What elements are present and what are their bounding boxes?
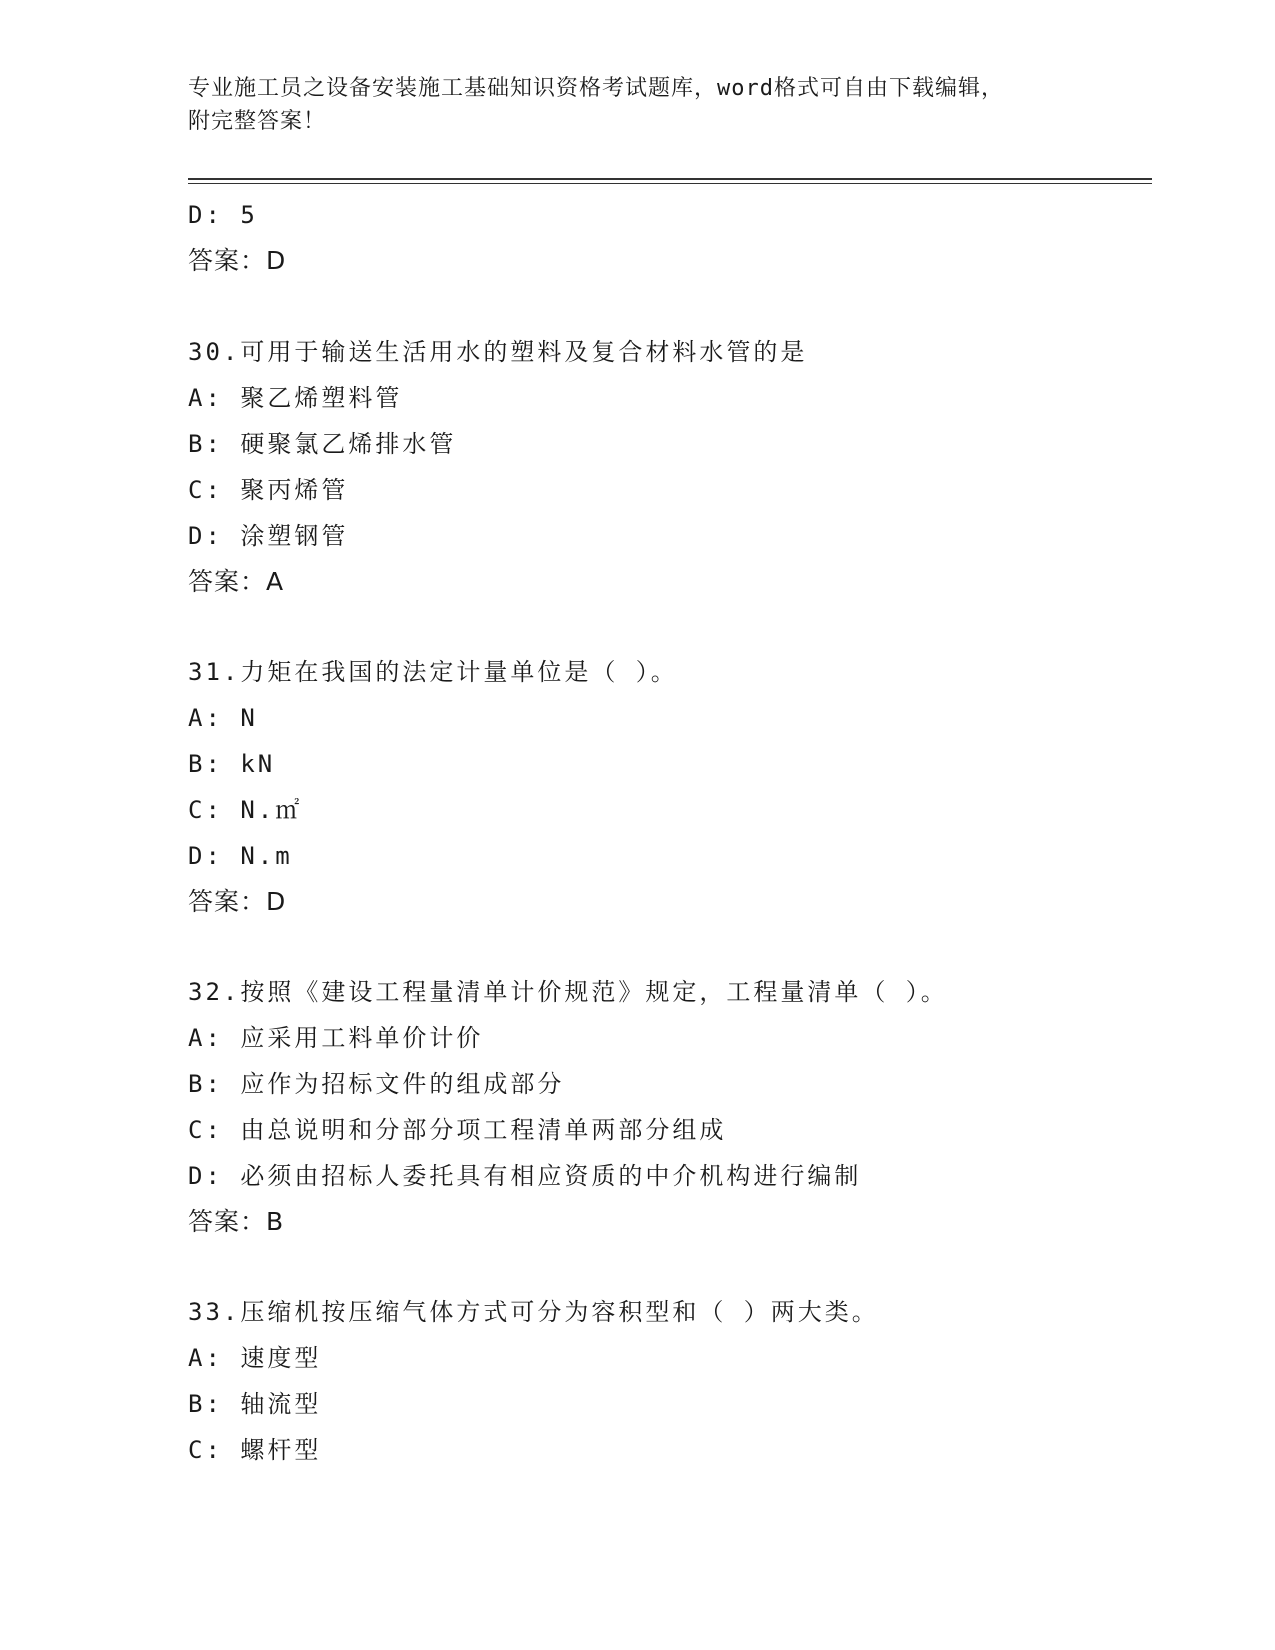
option-c: C: 由总说明和分部分项工程清单两部分组成: [188, 1116, 727, 1144]
header-divider-thin: [188, 183, 1152, 184]
question-answer: 答案：A: [188, 567, 285, 596]
prev-question-answer: 答案：D: [188, 246, 287, 275]
spacer: [188, 284, 1152, 329]
document-header: [188, 72, 1088, 138]
question-list: [188, 192, 1152, 1473]
option-d: D: 必须由招标人委托具有相应资质的中介机构进行编制: [188, 1162, 862, 1190]
prev-question-option-d: D: 5: [188, 201, 258, 229]
option-b: B: 轴流型: [188, 1390, 322, 1418]
option-a: A: N: [188, 704, 258, 732]
question-stem: 32.按照《建设工程量清单计价规范》规定，工程量清单（ ）。: [188, 978, 948, 1006]
option-a: A: 聚乙烯塑料管: [188, 384, 403, 412]
option-c: C: 螺杆型: [188, 1436, 322, 1464]
question-30: [188, 329, 1152, 605]
question-33: [188, 1289, 1152, 1473]
option-c: C: N.㎡: [188, 796, 303, 824]
header-line-2: 附完整答案！: [188, 109, 327, 134]
option-b: B: 硬聚氯乙烯排水管: [188, 430, 457, 458]
option-c: C: 聚丙烯管: [188, 476, 349, 504]
option-a: A: 速度型: [188, 1344, 322, 1372]
option-b: B: kN: [188, 750, 276, 778]
question-31: [188, 649, 1152, 925]
header-line-1: 专业施工员之设备安装施工基础知识资格考试题库，word格式可自由下载编辑，: [188, 76, 1004, 101]
header-divider-thick: [188, 178, 1152, 180]
question-answer: 答案：B: [188, 1207, 285, 1236]
spacer: [188, 925, 1152, 969]
option-d: D: 涂塑钢管: [188, 522, 349, 550]
option-a: A: 应采用工料单价计价: [188, 1024, 484, 1052]
spacer: [188, 605, 1152, 649]
question-stem: 31.力矩在我国的法定计量单位是（ ）。: [188, 658, 678, 686]
question-32: [188, 969, 1152, 1245]
spacer: [188, 1245, 1152, 1289]
question-stem: 30.可用于输送生活用水的塑料及复合材料水管的是: [188, 338, 808, 366]
option-b: B: 应作为招标文件的组成部分: [188, 1070, 565, 1098]
question-stem: 33.压缩机按压缩气体方式可分为容积型和（ ）两大类。: [188, 1298, 879, 1326]
option-d: D: N.m: [188, 842, 293, 870]
question-answer: 答案：D: [188, 887, 287, 916]
